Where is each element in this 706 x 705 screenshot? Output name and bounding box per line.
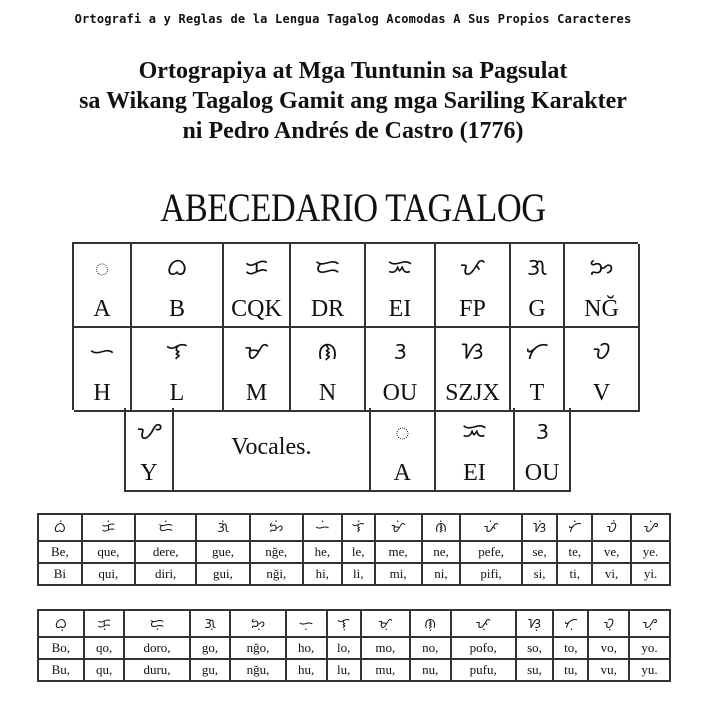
- letter-cell: [126, 408, 174, 492]
- latin-letter: L: [169, 380, 185, 406]
- syllable-cell: duru,: [124, 659, 189, 681]
- latin-letter: OU: [382, 380, 418, 406]
- syllable-cell: su,: [516, 659, 554, 681]
- syllable-cell: tu,: [553, 659, 588, 681]
- syllable-cell: li,: [342, 563, 375, 585]
- page-header: Ortografi a y Reglas de la Lengua Tagalog Acomodas A Sus Propios Caracteres: [74, 12, 632, 26]
- letter-cell: [132, 244, 224, 328]
- syllable-glyph-cell: ᜎᜒ: [342, 514, 375, 541]
- syllable-glyph-cell: ᜆᜒ: [557, 514, 592, 541]
- syllable-cell: diri,: [135, 563, 196, 585]
- syllable-glyph-cell: ᜏᜒ: [592, 514, 631, 541]
- syllable-cell: lo,: [327, 637, 361, 659]
- syllable-glyph-cell: ᜑᜒ: [303, 514, 342, 541]
- syllable-cell: pefe,: [460, 541, 521, 563]
- syllable-row-u: [38, 659, 670, 681]
- syllable-glyph-cell: ᜉᜓ: [451, 610, 516, 637]
- syllable-glyph-cell: ᜊᜓ: [38, 610, 84, 637]
- baybayin-glyph: ᜊ: [166, 253, 188, 281]
- syllable-glyph-cell: ᜆᜓ: [553, 610, 588, 637]
- syllable-cell: mi,: [375, 563, 422, 585]
- syllable-glyph-cell: ᜃᜒ: [82, 514, 135, 541]
- syllable-cell: he,: [303, 541, 342, 563]
- latin-letter: EI: [388, 296, 412, 322]
- abecedario-heading: ABECEDARIO TAGALOG: [160, 185, 546, 230]
- syllable-cell: lu,: [327, 659, 361, 681]
- syllable-glyph-cell: ᜌᜒ: [631, 514, 670, 541]
- syllable-glyph-cell: ᜐᜓ: [516, 610, 554, 637]
- baybayin-glyph: ᜇ: [314, 253, 341, 281]
- syllable-glyph-cell: ᜅᜓ: [230, 610, 285, 637]
- syllable-table-o-u: [37, 609, 671, 682]
- syllable-cell: yu.: [629, 659, 670, 681]
- latin-letter: H: [93, 380, 111, 406]
- latin-letter: B: [168, 296, 185, 322]
- baybayin-glyph: ᜑ: [89, 337, 115, 365]
- syllable-cell: gue,: [196, 541, 249, 563]
- baybayin-glyph: ᜃ: [244, 253, 269, 281]
- syllable-cell: ti,: [557, 563, 592, 585]
- letter-cell: [291, 328, 366, 412]
- syllable-cell: gui,: [196, 563, 249, 585]
- vowel-row: [124, 408, 571, 492]
- syllable-cell: qo,: [84, 637, 125, 659]
- letter-cell: [291, 244, 366, 328]
- syllable-glyph-cell: ᜈᜓ: [410, 610, 451, 637]
- syllable-cell: so,: [516, 637, 554, 659]
- syllable-glyph-cell: ᜎᜓ: [327, 610, 361, 637]
- syllable-glyph-cell: ᜉᜒ: [460, 514, 521, 541]
- syllable-cell: yi.: [631, 563, 670, 585]
- title-line-1: Ortograpiya at Mga Tuntunin sa Pagsulat: [138, 58, 568, 84]
- syllable-glyph-row: [38, 610, 670, 637]
- syllable-glyph-cell: ᜃᜓ: [84, 610, 125, 637]
- syllable-cell: mu,: [361, 659, 410, 681]
- syllable-cell: no,: [410, 637, 451, 659]
- title-line-3: ni Pedro Andrés de Castro (1776): [182, 118, 524, 144]
- syllable-cell: Bi: [38, 563, 82, 585]
- letter-cell: [132, 328, 224, 412]
- syllable-cell: pofo,: [451, 637, 516, 659]
- baybayin-glyph: ᜋ: [244, 337, 269, 365]
- syllable-cell: pufu,: [451, 659, 516, 681]
- baybayin-glyph: ᜌ: [136, 417, 162, 445]
- syllable-cell: ve,: [592, 541, 631, 563]
- syllable-cell: te,: [557, 541, 592, 563]
- letter-cell: [565, 244, 640, 328]
- letter-cell: [366, 328, 436, 412]
- latin-letter: M: [245, 380, 268, 406]
- letter-cell: [436, 328, 511, 412]
- syllable-cell: me,: [375, 541, 422, 563]
- syllable-glyph-cell: ᜄᜓ: [190, 610, 231, 637]
- syllable-cell: ho,: [286, 637, 327, 659]
- latin-letter: FP: [459, 296, 486, 322]
- syllable-cell: nğo,: [230, 637, 285, 659]
- syllable-cell: ye.: [631, 541, 670, 563]
- baybayin-glyph: ᜀ: [394, 417, 410, 445]
- syllable-cell: nğu,: [230, 659, 285, 681]
- letter-cell: [371, 408, 436, 492]
- syllable-cell: to,: [553, 637, 588, 659]
- letter-cell: [224, 328, 291, 412]
- baybayin-glyph: ᜂ: [535, 417, 549, 445]
- syllable-cell: vo,: [588, 637, 629, 659]
- syllable-cell: mo,: [361, 637, 410, 659]
- latin-letter: NĞ: [584, 296, 619, 322]
- baybayin-glyph: ᜀ: [94, 253, 110, 281]
- syllable-cell: si,: [522, 563, 558, 585]
- syllable-cell: nği,: [250, 563, 303, 585]
- baybayin-glyph: ᜅ: [589, 253, 614, 281]
- latin-letter: A: [393, 460, 411, 486]
- syllable-glyph-cell: ᜏᜓ: [588, 610, 629, 637]
- syllable-cell: nu,: [410, 659, 451, 681]
- title-line-2: sa Wikang Tagalog Gamit ang mga Sariling Karakter: [79, 88, 627, 114]
- letter-cell: [224, 244, 291, 328]
- syllable-cell: le,: [342, 541, 375, 563]
- baybayin-glyph: ᜂ: [393, 337, 407, 365]
- letter-cell: [74, 328, 132, 412]
- syllable-glyph-cell: ᜑᜓ: [286, 610, 327, 637]
- syllable-glyph-cell: ᜈᜒ: [422, 514, 461, 541]
- syllable-cell: pifi,: [460, 563, 521, 585]
- latin-letter: Y: [140, 460, 158, 486]
- syllable-cell: ni,: [422, 563, 461, 585]
- syllable-cell: Be,: [38, 541, 82, 563]
- syllable-cell: dere,: [135, 541, 196, 563]
- syllable-cell: hi,: [303, 563, 342, 585]
- latin-letter: EI: [463, 460, 486, 486]
- syllable-cell: que,: [82, 541, 135, 563]
- baybayin-glyph: ᜁ: [462, 417, 487, 445]
- syllable-row-e: [38, 541, 670, 563]
- letter-cell: [565, 328, 640, 412]
- latin-letter: G: [528, 296, 546, 322]
- vocales-label-cell: [174, 408, 371, 492]
- letter-cell: [366, 244, 436, 328]
- syllable-glyph-cell: ᜇᜓ: [124, 610, 189, 637]
- letter-cell: [515, 408, 571, 492]
- baybayin-glyph: ᜆ: [525, 337, 549, 365]
- syllable-row-o: [38, 637, 670, 659]
- syllable-glyph-row: [38, 514, 670, 541]
- syllable-glyph-cell: ᜊᜒ: [38, 514, 82, 541]
- syllable-cell: se,: [522, 541, 558, 563]
- syllable-cell: vu,: [588, 659, 629, 681]
- syllable-glyph-cell: ᜌᜓ: [629, 610, 670, 637]
- baybayin-glyph: ᜎ: [166, 337, 188, 365]
- page-title: [0, 56, 706, 146]
- syllable-cell: hu,: [286, 659, 327, 681]
- syllable-cell: qui,: [82, 563, 135, 585]
- syllable-row-i: [38, 563, 670, 585]
- baybayin-glyph: ᜏ: [592, 337, 611, 365]
- syllable-cell: nğe,: [250, 541, 303, 563]
- syllable-cell: Bo,: [38, 637, 84, 659]
- letter-cell: [511, 328, 565, 412]
- latin-letter: V: [592, 380, 611, 406]
- syllable-cell: qu,: [84, 659, 125, 681]
- latin-letter: SZJX: [445, 380, 500, 406]
- syllable-cell: go,: [190, 637, 231, 659]
- baybayin-glyph: ᜄ: [526, 253, 548, 281]
- letter-cell: [436, 408, 516, 492]
- syllable-glyph-cell: ᜇᜒ: [135, 514, 196, 541]
- latin-letter: OU: [524, 460, 560, 486]
- syllable-cell: doro,: [124, 637, 189, 659]
- syllable-glyph-cell: ᜋᜒ: [375, 514, 422, 541]
- latin-letter: N: [318, 380, 337, 406]
- syllable-cell: yo.: [629, 637, 670, 659]
- syllable-cell: ne,: [422, 541, 461, 563]
- latin-letter: A: [93, 296, 111, 322]
- letter-cell: [74, 244, 132, 328]
- syllable-cell: vi,: [592, 563, 631, 585]
- latin-letter: CQK: [231, 296, 282, 322]
- baybayin-glyph: ᜉ: [459, 253, 486, 281]
- syllable-glyph-cell: ᜅᜒ: [250, 514, 303, 541]
- syllable-glyph-cell: ᜄᜒ: [196, 514, 249, 541]
- latin-letter: DR: [310, 296, 345, 322]
- syllable-cell: Bu,: [38, 659, 84, 681]
- vocales-label: Vocales.: [231, 433, 312, 460]
- baybayin-glyph: ᜐ: [461, 337, 484, 365]
- baybayin-glyph: ᜈ: [317, 337, 338, 365]
- syllable-glyph-cell: ᜋᜓ: [361, 610, 410, 637]
- syllable-table-e-i: [37, 513, 671, 586]
- baybayin-glyph: ᜁ: [387, 253, 413, 281]
- letter-cell: [436, 244, 511, 328]
- syllable-cell: gu,: [190, 659, 231, 681]
- syllable-glyph-cell: ᜐᜒ: [522, 514, 558, 541]
- letter-cell: [511, 244, 565, 328]
- alphabet-grid: [72, 242, 638, 410]
- latin-letter: T: [529, 380, 545, 406]
